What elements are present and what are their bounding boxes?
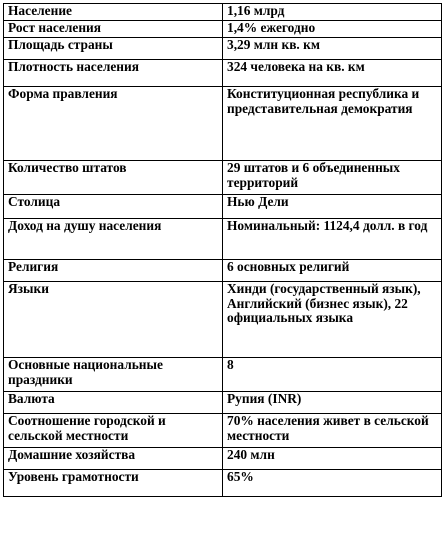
row-value: 70% населения живет в сельской местности xyxy=(223,414,442,448)
row-label: Плотность населения xyxy=(4,60,223,87)
table-row xyxy=(4,260,442,282)
row-value: Хинди (государственный язык), Английский (бизнес язык), 22 официальных языка xyxy=(223,282,442,358)
row-value: 65% xyxy=(223,470,442,497)
table-row xyxy=(4,87,442,161)
row-label: Основные национальные праздники xyxy=(4,358,223,392)
table-row xyxy=(4,161,442,195)
row-value: 8 xyxy=(223,358,442,392)
table-row xyxy=(4,414,442,448)
row-label: Форма правления xyxy=(4,87,223,161)
table-row xyxy=(4,21,442,38)
table-row xyxy=(4,219,442,260)
table-row xyxy=(4,282,442,358)
row-label: Соотношение городской и сельской местности xyxy=(4,414,223,448)
table-row xyxy=(4,470,442,497)
row-label: Языки xyxy=(4,282,223,358)
row-value: 6 основных религий xyxy=(223,260,442,282)
row-label: Валюта xyxy=(4,392,223,414)
row-label: Рост населения xyxy=(4,21,223,38)
row-value: 3,29 млн кв. км xyxy=(223,38,442,60)
row-value: 240 млн xyxy=(223,448,442,470)
row-label: Домашние хозяйства xyxy=(4,448,223,470)
row-value: Номинальный: 1124,4 долл. в год xyxy=(223,219,442,260)
table-row xyxy=(4,38,442,60)
row-value: Конституционная республика и представительная демократия xyxy=(223,87,442,161)
row-label: Количество штатов xyxy=(4,161,223,195)
table-row xyxy=(4,60,442,87)
table-row xyxy=(4,195,442,219)
row-value: 324 человека на кв. км xyxy=(223,60,442,87)
row-label: Доход на душу населения xyxy=(4,219,223,260)
row-value: Нью Дели xyxy=(223,195,442,219)
table-row xyxy=(4,358,442,392)
row-label: Площадь страны xyxy=(4,38,223,60)
row-value: Рупия (INR) xyxy=(223,392,442,414)
row-value: 1,4% ежегодно xyxy=(223,21,442,38)
row-label: Столица xyxy=(4,195,223,219)
row-label: Население xyxy=(4,4,223,21)
row-value: 1,16 млрд xyxy=(223,4,442,21)
row-label: Уровень грамотности xyxy=(4,470,223,497)
row-label: Религия xyxy=(4,260,223,282)
table-row xyxy=(4,392,442,414)
country-facts-table xyxy=(3,3,442,497)
table-row xyxy=(4,4,442,21)
row-value: 29 штатов и 6 объединенных территорий xyxy=(223,161,442,195)
table-row xyxy=(4,448,442,470)
